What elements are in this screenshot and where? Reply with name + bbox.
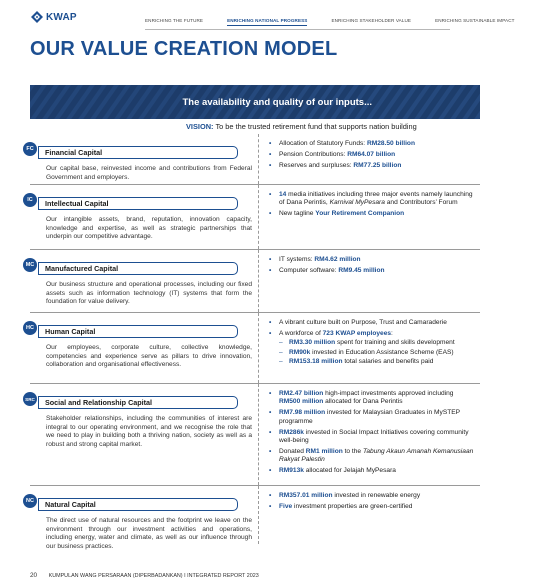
capital-row [27,184,480,249]
capital-title: Human Capital [38,325,238,338]
inputs-sublist [279,339,474,366]
text-run: invested in renewable energy [332,492,421,499]
vision-text: To be the trusted retirement fund that supports nation building [215,122,417,131]
text-run: media initiatives including three major events namely launching of Dana Perintis, [279,191,473,207]
capital-description-cell [25,384,258,485]
capitals-table [25,134,480,550]
text-run: and Contributors’ Forum [384,199,458,207]
text-run: Computer software: [279,266,339,274]
capital-title: Intellectual Capital [38,197,238,210]
text-run: RM64.07 billion [347,150,396,158]
input-item [269,492,474,500]
input-item [269,390,474,407]
text-run: RM4.62 million [314,256,361,263]
input-item [269,267,474,275]
input-item [269,467,474,475]
capital-code-badge: MC [23,258,37,272]
capital-title: Social and Relationship Capital [38,396,238,409]
text-run: Karnival MyPesara [329,199,385,207]
capital-header [26,146,252,159]
input-item [269,210,474,218]
capital-header [27,197,252,210]
tab-enriching-the-future[interactable]: ENRICHING THE FUTURE [145,18,204,23]
text-run: 14 [279,191,287,198]
text-run: RM28.50 billion [366,140,415,147]
page-footer [30,572,259,579]
input-item [269,503,474,511]
input-subitem [279,339,474,347]
capital-title: Manufactured Capital [38,262,238,275]
banner-title: The availability and quality of our inputs... [182,97,372,108]
capital-description-cell [26,486,258,550]
capital-description: Stakeholder relationships, including the communities of interest are integral to our operating environment, and we recognise the role that we need to play in building both a thriving nation, society as well as a robust and strong capital market. [46,415,252,448]
capital-header [25,396,252,409]
capital-code-badge: IC [23,193,37,207]
text-run: RM913k [279,467,304,475]
text-run: RM500 million [279,398,324,406]
input-item [269,330,474,367]
capital-description-cell [26,313,258,383]
inputs-list [269,191,474,219]
text-run: invested in Social Impact Initiatives covering community well-being [279,428,469,445]
input-subitem [279,349,474,357]
inputs-banner [30,85,480,119]
capital-row [26,485,480,550]
capital-code-badge: FC [23,142,37,156]
capital-header [26,325,252,338]
kwap-logo[interactable] [30,10,77,24]
capital-description: Our business structure and operational processes, including our fixed assets such as information technology (IT) systems that form the foundation for value delivery. [46,281,252,306]
text-run: total salaries and benefits paid [342,358,434,366]
input-subitem [279,358,474,366]
capital-description: Our capital base, reinvested income and contributions from Federal Government and employers. [46,165,252,181]
capital-description: Our intangible assets, brand, reputation, innovation capacity, knowledge and expertise, as well as strategic partnerships that underpin our competitive advantage. [46,216,252,241]
page-title: OUR VALUE CREATION MODEL [30,38,338,60]
text-run: Reserves and surpluses: [279,161,354,169]
capital-inputs-cell [258,134,480,184]
vision-label: VISION: [186,122,214,131]
text-run: Pension Contributions: [279,150,348,158]
input-item [269,151,474,159]
vision-statement [186,122,417,131]
text-run: : [391,329,393,337]
tab-divider [145,29,450,30]
text-run: RM153.18 million [289,358,343,366]
text-run: Five [279,502,293,510]
footer-text: KUMPULAN WANG PERSARAAN (DIPERBADANKAN) I INTEGRATED REPORT 2023 [48,573,259,579]
tab-enriching-sustainable-impact[interactable]: ENRICHING SUSTAINABLE IMPACT [435,18,515,23]
text-run: RM357.01 million [279,492,333,499]
capital-title: Natural Capital [38,498,238,511]
text-run: RM1 million [305,447,343,455]
text-run: RM90k [289,348,311,356]
capital-inputs-cell [258,185,480,249]
section-tabs [145,18,539,26]
inputs-list [269,256,474,275]
text-run: Allocation of Statutory Funds: [279,140,367,147]
text-run: IT systems: [279,256,315,263]
page-number: 20 [30,572,38,579]
capital-description: The direct use of natural resources and the footprint we leave on the environment through our investment activities and operations, including energy, water and climate, as well as our influence through our business practices. [46,517,252,550]
capital-header [26,498,252,511]
text-run: RM286k [279,428,304,436]
capital-description-cell [25,250,258,312]
capital-row [26,312,480,383]
text-run: RM77.25 billion [353,161,402,169]
capital-code-badge: NC [23,494,37,508]
text-run: New tagline [279,210,316,218]
input-item [269,191,474,208]
capital-inputs-cell [258,313,480,383]
text-run: invested for Malaysian Graduates in MySTEP programme [279,409,460,425]
inputs-list [269,319,474,367]
text-run: spent for training and skills development [335,339,455,347]
text-run: allocated for Dana Perintis [323,398,403,406]
tab-enriching-stakeholder-value[interactable]: ENRICHING STAKEHOLDER VALUE [331,18,412,23]
capital-title: Financial Capital [38,146,238,159]
inputs-list [269,492,474,511]
capital-header [25,262,252,275]
text-run: RM9.45 million [338,266,385,274]
text-run: 723 KWAP employees [322,329,392,337]
tab-enriching-national-progress[interactable]: ENRICHING NATIONAL PROGRESS [227,18,307,26]
input-item [269,256,474,264]
capital-code-badge: SRC [23,392,37,406]
capital-inputs-cell [258,486,480,544]
text-run: Donated [279,447,306,455]
capital-inputs-cell [258,384,480,485]
text-run: invested in Education Assistance Scheme (EAS) [310,348,454,356]
text-run: allocated for Jelajah MyPesara [303,467,396,475]
capital-description-cell [27,185,258,249]
inputs-list [269,390,474,476]
input-item [269,429,474,446]
capital-row [26,134,480,184]
logo-mark-icon [30,10,44,24]
input-item [269,409,474,426]
text-run: A vibrant culture built on Purpose, Trust and Camaraderie [279,319,447,326]
input-item [269,448,474,465]
text-run: Tabung Akaun Amanah Kemanusiaan Rakyat Palestin [279,447,474,464]
capital-row [25,383,480,485]
input-item [269,140,474,148]
text-run: high-impact investments approved including [323,390,454,397]
text-run: A workforce of [279,329,323,337]
top-bar [0,0,515,34]
text-run: RM2.47 billion [279,390,324,397]
capital-description-cell [26,134,258,184]
text-run: RM3.30 million [289,339,336,347]
logo-text: KWAP [46,11,77,23]
input-item [269,319,474,327]
capital-inputs-cell [258,250,480,312]
inputs-list [269,140,474,170]
capital-row [25,249,480,312]
text-run: to the [342,447,363,455]
text-run: Your Retirement Companion [315,210,405,218]
capital-code-badge: HC [23,321,37,335]
input-item [269,162,474,170]
text-run: RM7.98 million [279,409,326,417]
capital-description: Our employees, corporate culture, collective knowledge, competencies and experience serve as pillars to drive innovation, collaboration and organisational effectiveness. [46,344,252,369]
text-run: investment properties are green-certified [292,502,413,510]
